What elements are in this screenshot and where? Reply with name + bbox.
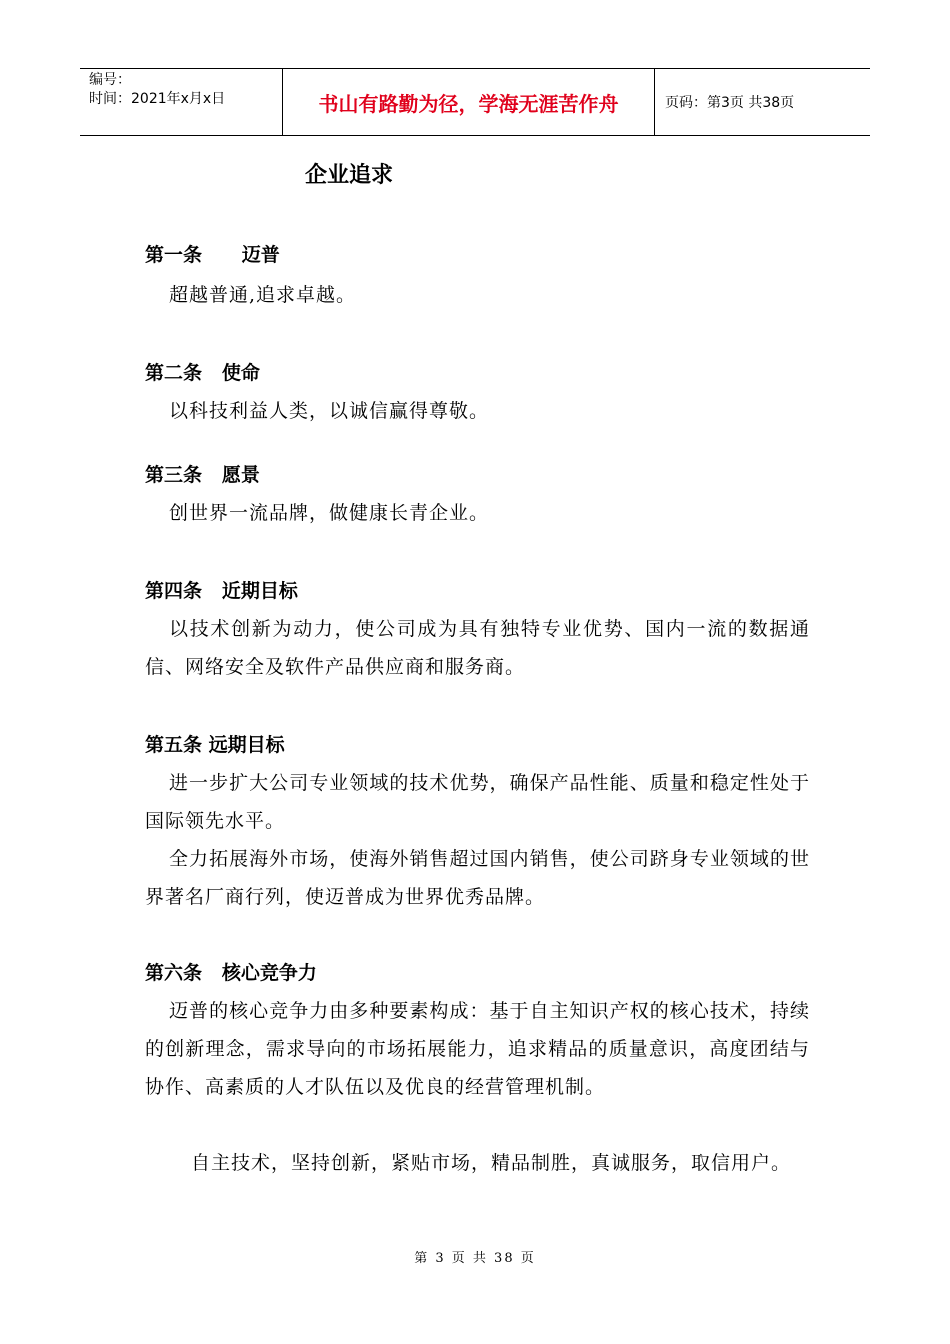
document-number-label: 编号： [89,72,131,88]
section-heading-1: 第一条 迈普 [145,244,280,266]
section-paragraph: 以技术创新为动力，使公司成为具有独特专业优势、国内一流的数据通信、网络安全及软件产品供应商和服务商。 [145,618,810,678]
section-paragraph: 超越普通,追求卓越。 [169,284,357,306]
document-title: 企业追求 [305,163,394,188]
header-meta [80,69,283,135]
section-paragraph: 自主技术，坚持创新，紧贴市场，精品制胜，真诚服务，取信用户。 [191,1152,792,1174]
section-heading-3: 第三条 愿景 [145,464,260,486]
section-paragraph: 全力拓展海外市场，使海外销售超过国内销售，使公司跻身专业领域的世界著名厂商行列，使迈普成为世界优秀品牌。 [145,848,810,908]
section-paragraph: 创世界一流品牌，做健康长青企业。 [169,502,490,524]
section-heading-2: 第二条 使命 [145,362,260,384]
page-header [80,68,870,136]
section-heading-5: 第五条 远期目标 [145,734,285,756]
section-paragraph: 进一步扩大公司专业领域的技术优势，确保产品性能、质量和稳定性处于国际领先水平。 [145,772,810,832]
section-paragraph: 迈普的核心竞争力由多种要素构成：基于自主知识产权的核心技术，持续的创新理念，需求导向的市场拓展能力，追求精品的质量意识，高度团结与协作、高素质的人才队伍以及优良的经营管理机制。 [145,1000,810,1098]
header-page-info: 页码：第3页 共38页 [665,95,795,111]
section-paragraph: 以科技利益人类，以诚信赢得尊敬。 [169,400,490,422]
page-footer: 第 3 页 共 38 页 [414,1251,536,1266]
header-motto: 书山有路勤为径，学海无涯苦作舟 [283,69,655,135]
section-heading-6: 第六条 核心竞争力 [145,962,317,984]
document-date: 时间：2021年x月x日 [89,91,226,107]
section-heading-4: 第四条 近期目标 [145,580,298,602]
